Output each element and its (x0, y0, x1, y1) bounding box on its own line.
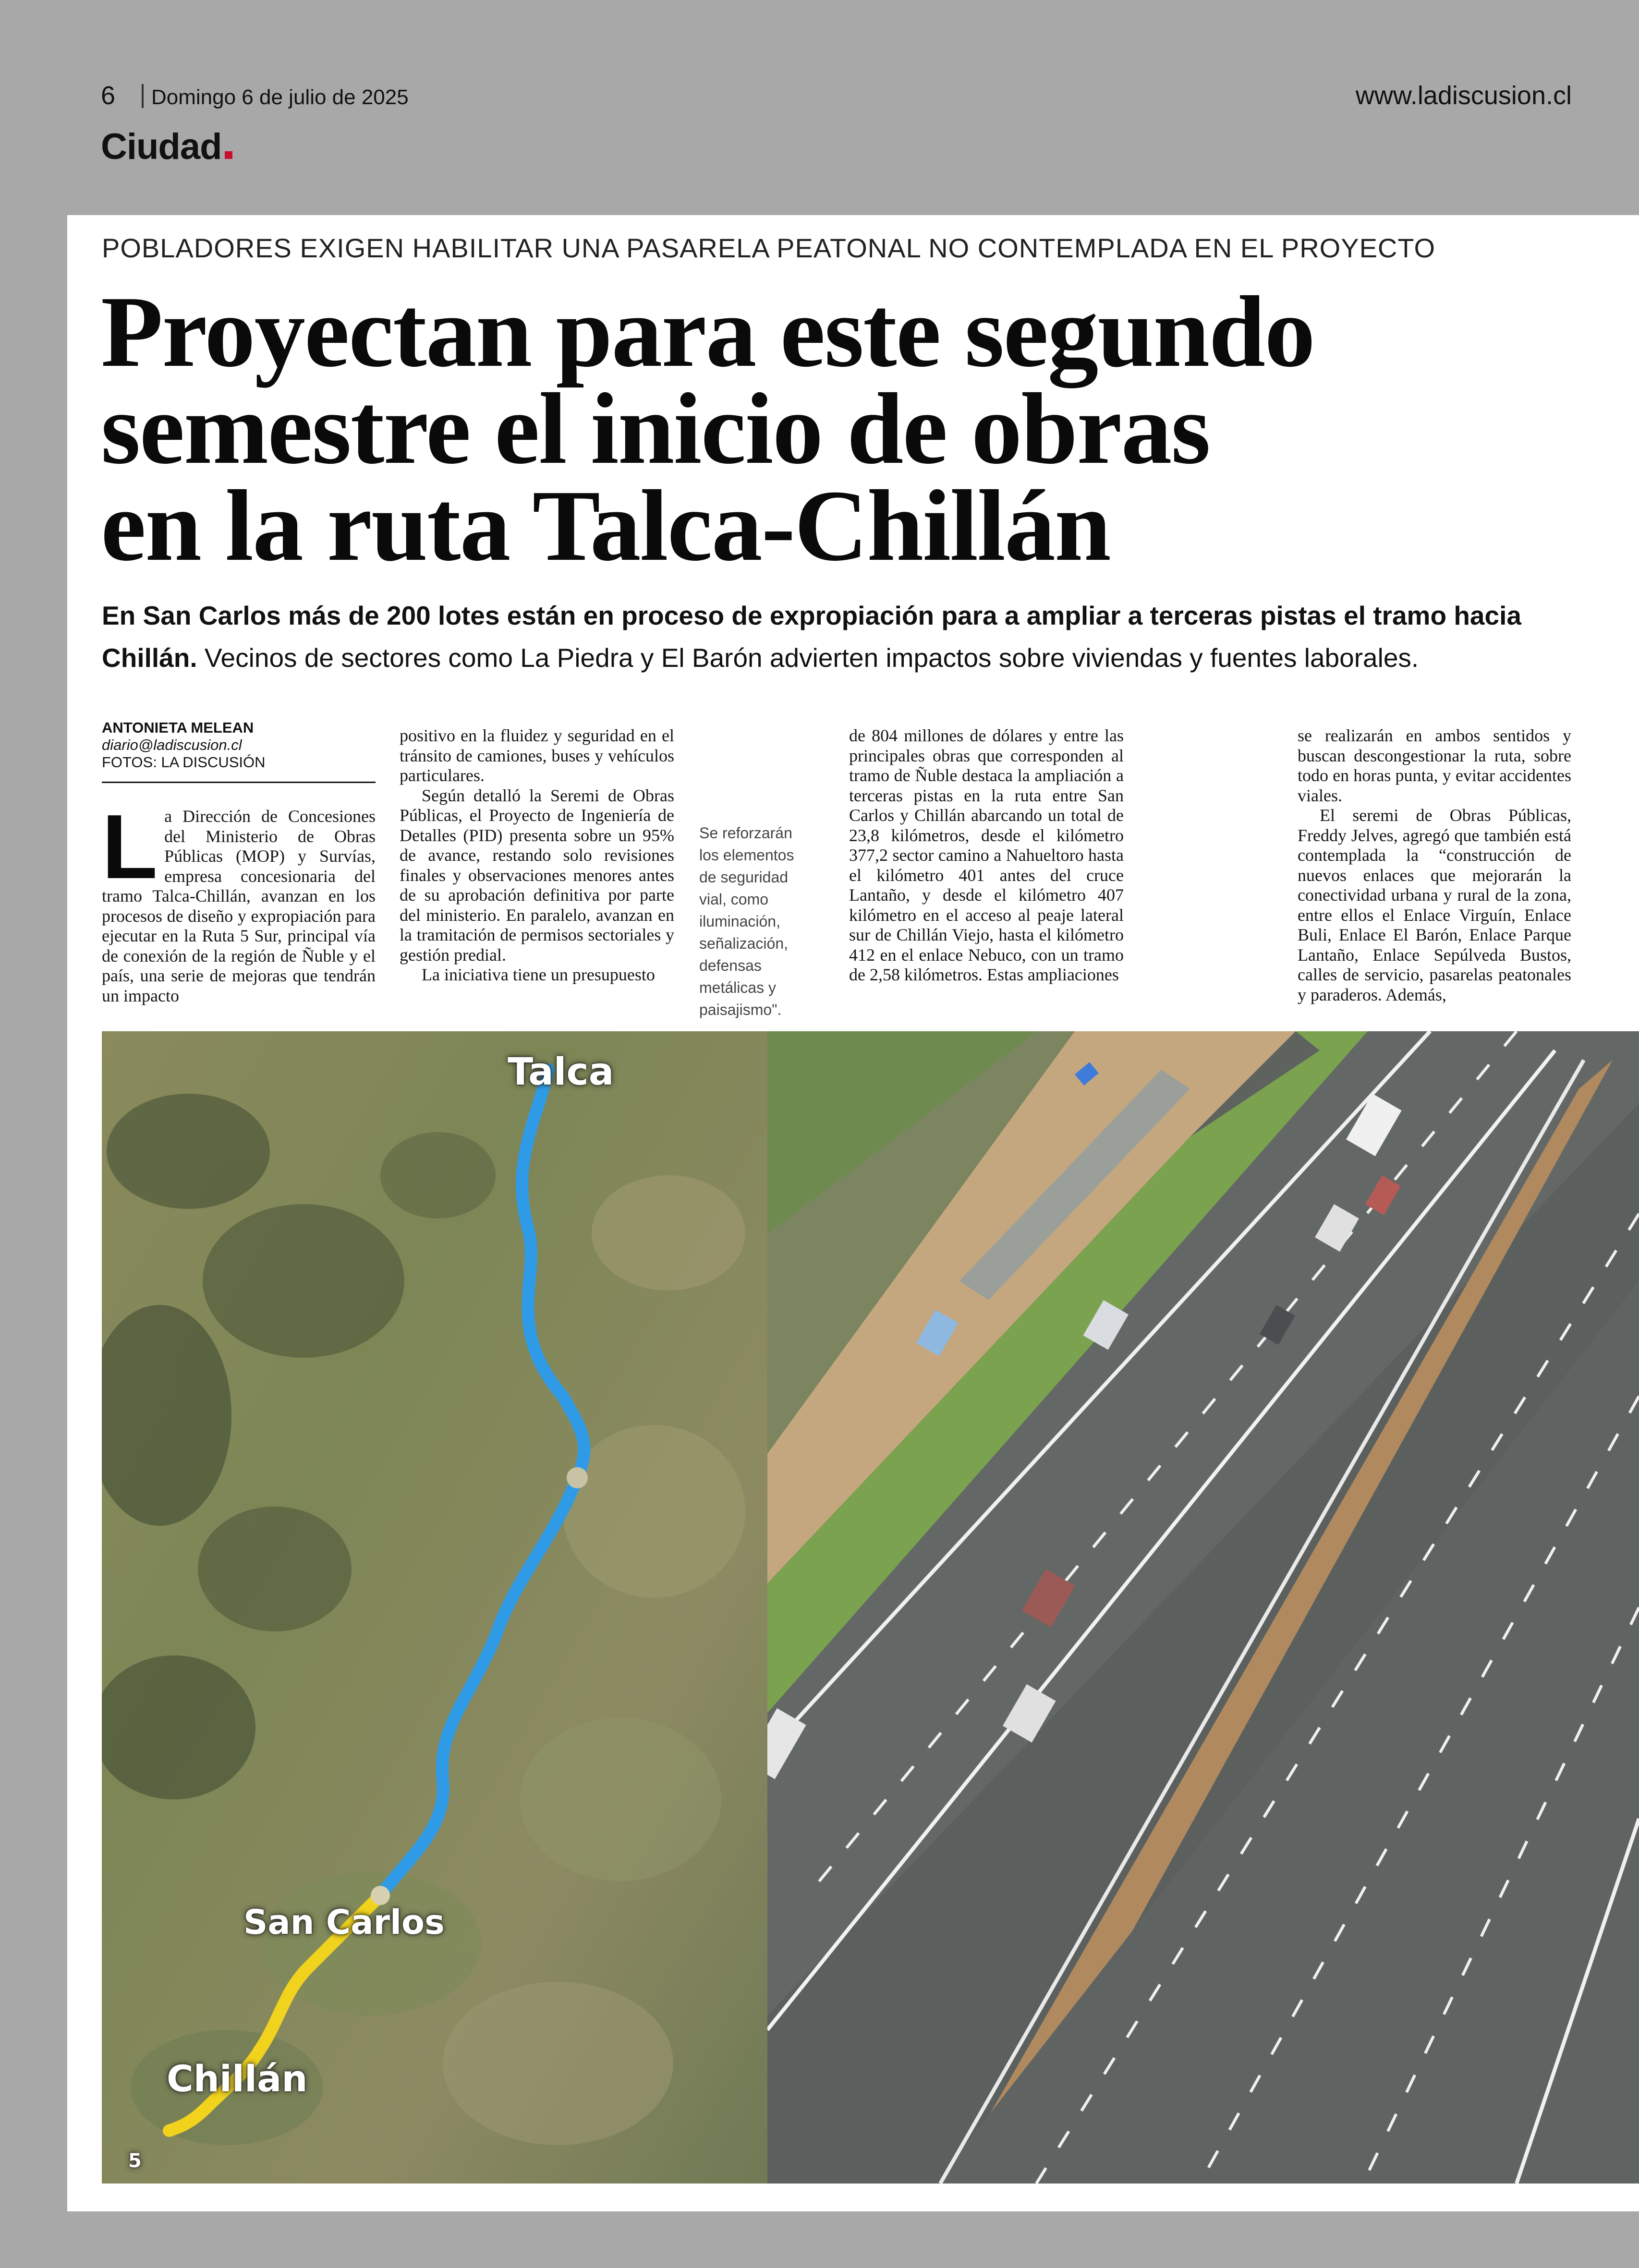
article-kicker: POBLADORES EXIGEN HABILITAR UNA PASARELA PEATONAL NO CONTEMPLADA EN EL PROYECTO (102, 233, 1436, 263)
column-1-paragraph: a Dirección de Concesiones del Ministerio de Obras Públicas (MOP) y Survías, empresa concesionaria del tramo Talca-Chillán, avanzan en los procesos de diseño y expropiación para ejecutar en la Ruta 5 Sur, principal vía de conexión de la región de Ñuble y el país, una serie de mejoras que tendrán un impacto (102, 807, 376, 1005)
page-number: 6 (101, 81, 116, 110)
section-label: Ciudad (101, 126, 222, 167)
author-name: ANTONIETA MELEAN (102, 719, 254, 736)
route-map-image (102, 1031, 767, 2184)
photo-credit: FOTOS: LA DISCUSIÓN (102, 754, 266, 771)
article-column-4 (1298, 726, 1571, 1005)
article-column-3 (849, 726, 1124, 985)
article-headline (101, 275, 1614, 582)
map-label-san-carlos: San Carlos (243, 1903, 445, 1942)
column-4-paragraph-1: se realizarán en ambos sentidos y buscan descongestionar la ruta, sobre todo en horas punta, y evitar accidentes viales. (1298, 726, 1571, 805)
article-deck (102, 594, 1542, 679)
issue-date: Domingo 6 de julio de 2025 (151, 85, 409, 109)
drop-cap: L (102, 796, 158, 898)
deck-lead: En San Carlos más de 200 lotes están en proceso de expropiación para a ampliar a terceras pistas el tramo hacia Chillán. (102, 601, 1521, 673)
map-label-talca: Talca (508, 1050, 614, 1094)
header-separator (142, 84, 144, 108)
website-link[interactable]: www.ladiscusion.cl (1355, 81, 1572, 110)
pull-quote: Se reforzarán los elementos de seguridad vial, como iluminación, señalización, defensas metálicas y paisajismo". (699, 824, 794, 1018)
column-2-paragraph-2: Según detalló la Seremi de Obras Públicas, el Proyecto de Ingeniería de Detalles (PID) presenta sobre un 95% de avance, restando solo revisiones finales y observaciones menores antes de su aprobación definitiva por parte del ministerio. En paralelo, avanzan en la tramitación de permisos sectoriales y gestión predial. (400, 785, 674, 965)
column-4-paragraph-2: El seremi de Obras Públicas, Freddy Jelves, agregó que también está contemplada la “construcción de nuevos enlaces que mejorarán la conectividad urbana y rural de la zona, entre ellos el Enlace Virguín, Enlace Buli, Enlace El Barón, Enlace Parque Lantaño, Enlace Sepúlveda Bustos, calles de servicio, pasarelas peatonales y paraderos. Además, (1298, 806, 1571, 1004)
article-column-1 (102, 796, 376, 1006)
column-2-paragraph-3: La iniciativa tiene un presupuesto (422, 965, 655, 984)
article-column-2 (400, 726, 674, 985)
deck-text: Vecinos de sectores como La Piedra y El Barón advierten impactos sobre viviendas y fuentes laborales. (204, 643, 1419, 673)
byline (102, 719, 376, 771)
column-2-paragraph-1: positivo en la fluidez y seguridad en el tránsito de camiones, buses y vehículos particulares. (400, 726, 674, 785)
author-email[interactable]: diario@ladiscusion.cl (102, 736, 242, 753)
section-dot-icon (225, 151, 232, 159)
article-photo (102, 1031, 1639, 2184)
column-3-paragraph: de 804 millones de dólares y entre las principales obras que corresponden al tramo de Ñuble destaca la ampliación a terceras pistas en la ruta entre San Carlos y Chillán abarcando un total de 23,8 kilómetros, desde el kilómetro 377,2 sector camino a Nahueltoro hasta el kilómetro 401 antes del cruce Lantaño, y desde el kilómetro 407 kilómetro en el acceso al peaje lateral sur de Chillán Viejo, hasta el kilómetro 412 en el enlace Nebuco, con un tramo de 2,58 kilómetros. Estas ampliaciones (849, 726, 1124, 984)
section-title (101, 126, 232, 168)
headline-line-3: en la ruta Talca-Chillán (101, 469, 1110, 582)
map-label-chillan: Chillán (167, 2057, 308, 2100)
highway-rendering-image (767, 1031, 1639, 2184)
byline-rule (102, 782, 376, 783)
headline-line-2: semestre el inicio de obras (101, 372, 1210, 485)
route-marker-icon: 5 (128, 2150, 142, 2172)
headline-line-1: Proyectan para este segundo (101, 275, 1315, 388)
